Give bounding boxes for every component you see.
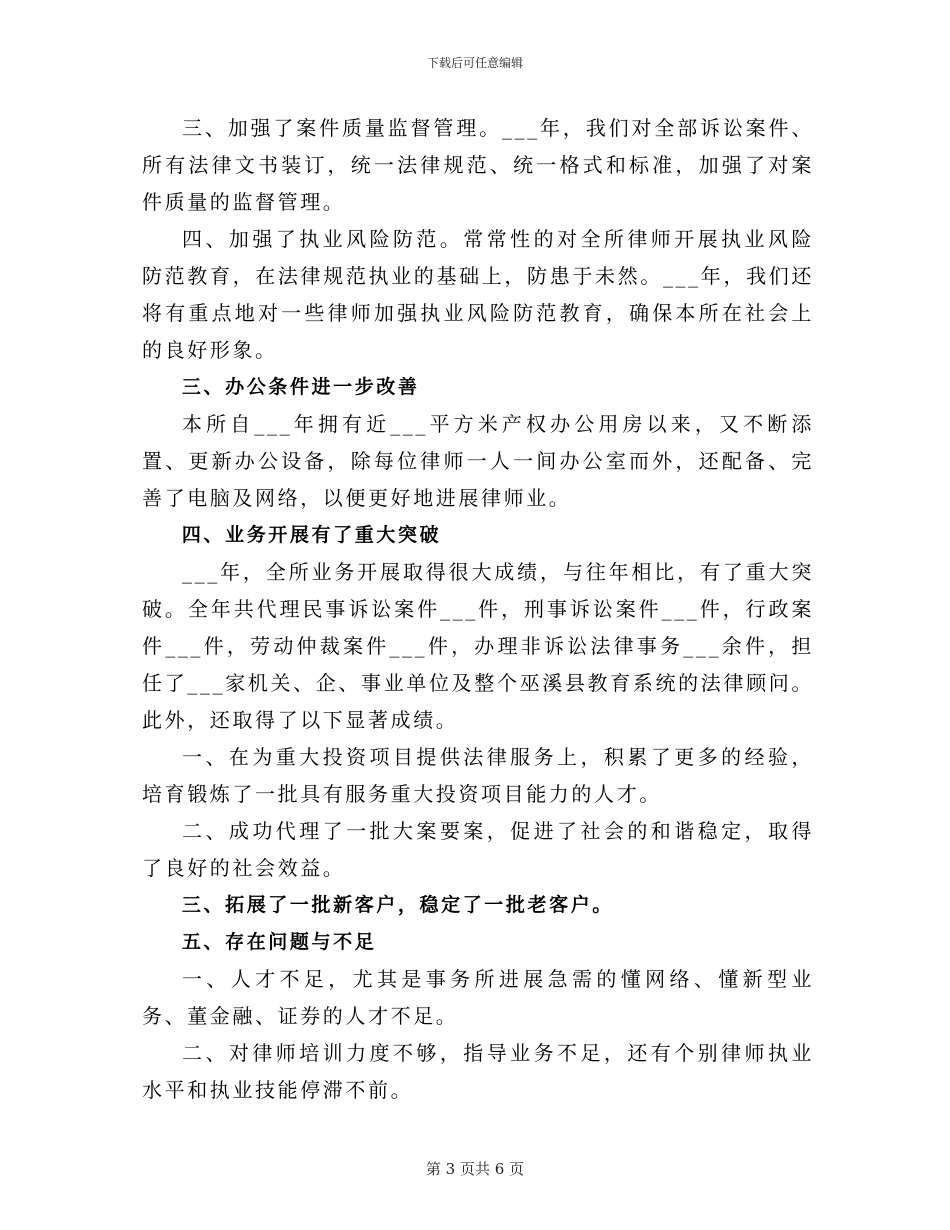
paragraph-training: 二、对律师培训力度不够，指导业务不足，还有个别律师执业水平和执业技能停滞不前。	[142, 1041, 814, 1102]
section-heading-business: 四、业务开展有了重大突破	[181, 524, 442, 546]
paragraph-case-quality: 三、加强了案件质量监督管理。___年，我们对全部诉讼案件、所有法律文书装订，统一法律规范、统一格式和标准，加强了对案件质量的监督管理。	[142, 116, 814, 214]
paragraph-talent-shortage: 一、人才不足，尤其是事务所进展急需的懂网络、懂新型业务、董金融、证券的人才不足。	[142, 967, 814, 1028]
section-heading-office: 三、办公条件进一步改善	[181, 376, 420, 398]
page-header: 下载后可任意编辑	[426, 56, 523, 70]
paragraph-business-results: ___年，全所业务开展取得很大成绩，与往年相比，有了重大突破。全年共代理民事诉讼案件___件，刑事诉讼案件___件，行政案件___件，劳动仲裁案件___件，办理非诉讼法律事务___余件，担任了___家机关、企、事业单位及整个巫溪县教育系统的法律顾问。此外，还取得了以下显著成绩。	[142, 560, 814, 732]
section-heading-clients: 三、拓展了一批新客户，稳定了一批老客户。	[181, 894, 614, 916]
document-body	[142, 110, 814, 1109]
paragraph-risk-prevention: 四、加强了执业风险防范。常常性的对全所律师开展执业风险防范教育，在法律规范执业的基础上，防患于未然。___年，我们还将有重点地对一些律师加强执业风险防范教育，确保本所在社会上的良好形象。	[142, 227, 814, 362]
section-heading-problems: 五、存在问题与不足	[181, 931, 377, 953]
paragraph-major-cases: 二、成功代理了一批大案要案，促进了社会的和谐稳定，取得了良好的社会效益。	[142, 819, 814, 880]
paragraph-office-conditions: 本所自___年拥有近___平方米产权办公用房以来，又不断添置、更新办公设备，除每位律师一人一间办公室而外，还配备、完善了电脑及网络，以便更好地进展律师业。	[142, 412, 814, 510]
paragraph-investment-services: 一、在为重大投资项目提供法律服务上，积累了更多的经验，培育锻炼了一批具有服务重大投资项目能力的人才。	[142, 745, 814, 806]
page-number: 第 3 页共 6 页	[425, 1160, 525, 1178]
